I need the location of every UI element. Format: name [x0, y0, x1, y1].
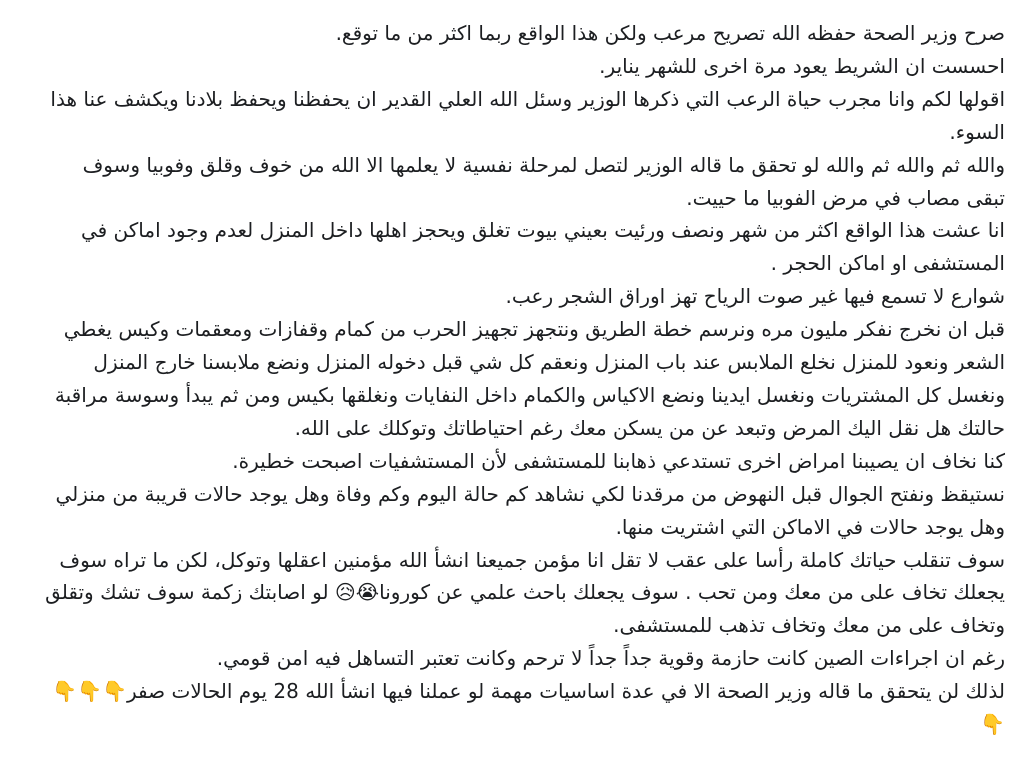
post-paragraph-2: احسست ان الشريط يعود مرة اخرى للشهر يناير. [599, 53, 1005, 78]
post-paragraph-5: انا عشت هذا الواقع اكثر من شهر ونصف ورئيت بعيني بيوت تغلق ويحجز اهلها داخل المنزل لعدم وجود اماكن في المستشفى او اماكن الحجر . [80, 218, 1005, 276]
post-paragraph-8: كنا نخاف ان يصيبنا امراض اخرى تستدعي ذهابنا للمستشفى لأن المستشفيات اصبحت خطيرة. [232, 448, 1005, 473]
post-paragraph-12: لذلك لن يتحقق ما قاله وزير الصحة الا في عدة اساسيات مهمة لو عملنا فيها انشأ الله 28 يوم الحالات صفر👇👇👇👇 [52, 679, 1005, 737]
post-paragraph-11: رغم ان اجراءات الصين كانت حازمة وقوية جداً جداً لا ترحم وكانت تعتبر التساهل فيه امن قومي. [216, 646, 1005, 671]
post-body [45, 17, 1005, 741]
post-paragraph-3: اقولها لكم وانا مجرب حياة الرعب التي ذكرها الوزير وسئل الله العلي القدير ان يحفظنا ويحفظ بلادنا ويكشف عنا هذا السوء. [50, 86, 1005, 144]
post-paragraph-1: صرح وزير الصحة حفظه الله تصريح مرعب ولكن هذا الواقع ربما اكثر من ما توقع. [335, 21, 1005, 45]
post-paragraph-6: شوارع لا تسمع فيها غير صوت الرياح تهز اوراق الشجر رعب. [505, 284, 1005, 309]
post-paragraph-9: نستيقظ ونفتح الجوال قبل النهوض من مرقدنا لكي نشاهد كم حالة اليوم وكم وفاة وهل يوجد حالات قريبة من منزلي وهل يوجد حالات في الاماكن التي اشتريت منها. [55, 481, 1005, 539]
post-paragraph-10: سوف تنقلب حياتك كاملة رأسا على عقب لا تقل انا مؤمن جميعنا انشأ الله مؤمنين اعقلها وتوكل، لكن ما تراه سوف يجعلك تخاف على من معك ومن تحب . سوف يجعلك باحث علمي عن كورونا😭😥 لو اصابتك زكمة سوف تشك وتقلق وتخاف على من معك وتخاف تذهب للمستشفى. [45, 547, 1005, 638]
post-paragraph-7: قبل ان نخرج نفكر مليون مره ونرسم خطة الطريق ونتجهز تجهيز الحرب من كمام وقفازات ومعقمات وكيس يغطي الشعر ونعود للمنزل نخلع الملابس عند باب المنزل ونعقم كل شي قبل دخوله المنزل ونضع ملابسنا خارج المنزل ونغسل كل المشتريات ونغسل ايدينا ونضع الاكياس والكمام داخل النفايات ونغلقها بكيس ومن ثم يبدأ وسوسة مراقبة حالتك هل نقل اليك المرض وتبعد عن من يسكن معك رغم احتياطاتك وتوكلك على الله. [54, 317, 1005, 440]
post-paragraph-4: والله ثم والله ثم والله لو تحقق ما قاله الوزير لتصل لمرحلة نفسية لا يعلمها الا الله من خوف وقلق وفوبيا وسوف تبقى مصاب في مرض الفوبيا ما حييت. [82, 152, 1005, 210]
